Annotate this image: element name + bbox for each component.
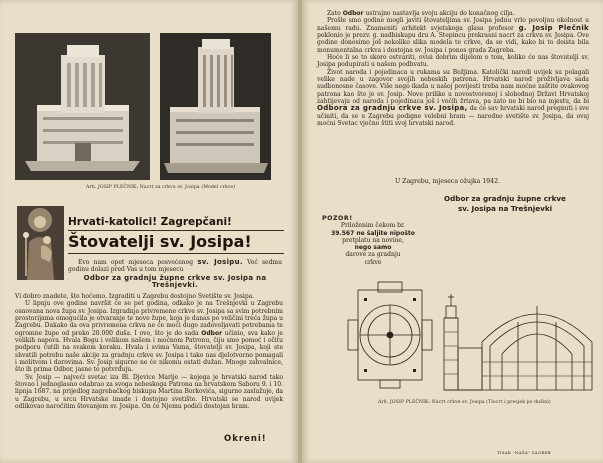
church-floor-plan: [340, 280, 440, 390]
turn-over-label: Okreni!: [224, 434, 267, 444]
left-body-text: [15, 293, 283, 411]
r-p1-b: Odbor: [342, 10, 364, 17]
church-elevation: [442, 292, 594, 394]
photo-caption: Arh. JOSIP PLEČNIK: Nacrt za crkvu sv. Josipa (Model crkve): [86, 185, 236, 190]
printer-imprint: TISAK "NAŠA" ZAGREB: [497, 450, 551, 455]
body-p2-tail: učinio, sva kako je velikih napora. Hvala Bogu i velikom našem i moćnom Patronu, čiju smo pomoć i očitu podporu ćutili na svakom koraku. Hvala i svima Vama, štovatelji sv. Josipa, koji ste shvatili potrebu naše akcije za gradnju crkve sv. Josipa i tako nas djelotvorno pomagali i molitvom i darovima. Sv. Josip sigurno ne će nikomu ostati dužan. Mnoge zahvalnice, što ih prima Odbor, jasno to potvrđuju.: [15, 329, 283, 374]
r-p4-b: Odbora za gradnju crkve sv. Josipa,: [317, 104, 468, 113]
intro-text-2: Već sedmu godinu dolazi pred Vas u tom mjesecu: [68, 259, 282, 274]
header-line-2: Štovatelji sv. Josipa!: [68, 232, 252, 251]
r-p1-c: ustrajno nastavlja svoju akciju do konačnog cilja.: [365, 10, 515, 17]
intro-emphasis: sv. Josipu.: [197, 258, 243, 266]
body-p2-bold: Odbor: [201, 329, 223, 337]
notice-line-4: nego samo: [354, 244, 392, 252]
plan-caption: Arh. JOSIP PLEČNIK: Nacrt crkve sv. Josipa (Tlocrt i presjek po dužini): [378, 400, 551, 405]
r-p4-c: da će sav hrvatski narod pregnuti i sve učiniti, da se u Zagrebu podigne velebni hram — narodno svetište sv. Josipa, da ovaj moćni Svetac vječno štiti svoj hrvatski narod.: [317, 105, 589, 128]
notice-line-2: 39.567 ne šaljite nipošto: [331, 229, 415, 237]
notice-title: POZOR!: [322, 215, 353, 222]
header-rule-top: [68, 230, 284, 231]
org-line-2: sv. Josipa na Trešnjevki: [457, 204, 553, 213]
signature-committee: [420, 194, 590, 214]
r-p2-c: poklonio je prezv. g. nadbiskupu dru A. Stepincu prekrasni nacrt za crkvu sv. Josipa. Ove godine donosimo još nekoliko slika modela te crkve, da se vidi, kako bi to doista bila monumentalna crkva i dostojna sv. Josipa i ponos grada Zagreba.: [317, 32, 589, 54]
r-p2-a: Prošle smo godine mogli javiti štovateljima sv. Josipa jednu vrlo povoljnu okolnost u našemu radu. Znameniti arhitekt svjetskoga glasa profesor: [317, 17, 589, 32]
church-model-photo-left: [15, 33, 150, 180]
body-p3: Sv. Josip — najveći svetac iza Bl. Djevice Marije — kojega je hrvatski narod tako štovao i jednoglasno odabrao za svoga nebeskoga Patrona na hrvatskom Saboru 9. i 10. lipnja 1687. na prijedlog zagrebačkog biskupa Martina Borkovića, sigurno zaslužuje, da u Zagrebu, u srcu Hrvatske imade i dostojno svetište. Hrvatski se narod uvijek odlikovao naročitim štovanjem sv. Josipa. On će Njemu podići dostojan hram.: [15, 373, 283, 411]
body-p2: U lipnju ove godine navršit će se pet godina, odkako je na Trešnjevki u Zagrebu osnovana nova župa sv. Josipa. Izgradnja privremene crkve sv. Josipa sa svim potrebnim prostorijama omogućila je otvaranje te nove župe, koja je danas po veličini treća župa u Zagrebu. Dakako da ova privremena crkva ne će moći dugo zadovoljavati potrebama te ogromne župe od preko 20.000 duša. I ovo, što je do sada: [15, 300, 283, 337]
intro-text: Evo nam opet mjeseca posvećenog: [78, 259, 194, 266]
page-fold: [298, 0, 302, 463]
notice-box: [322, 215, 424, 266]
place-date: U Zagrebu, mjeseca ožujka 1942.: [395, 178, 501, 185]
committee-name-text: Odbor za gradnju župne crkve sv. Josipa na Trešnjevki.: [83, 274, 267, 290]
right-body-text: [317, 10, 589, 128]
r-p3: Hoće li se to skoro ostvariti, ovisi dobrim dijelom o tom, koliko će nas štovatelji sv. Josipa podupirati u našem podhvatu.: [317, 54, 589, 69]
notice-line-3: pretplatu na novine,: [342, 236, 404, 244]
r-p1-a: Zato: [327, 10, 341, 17]
r-p4-a: Život naroda i pojedinaca u rukama su Božjima. Katolički narodi uvijek su polagali velike nade u zagovor svojih nebeskih patrona. Hrvatski narod proživljava sada sudbonosne časove. Više nego ikada u našoj povijesti treba nam moćne zaštite ovakovog patrona kao što je sv. Josip. Nove prilike u novostvorenoj i slobodnoj Državi Hrvatskoj zahtijevaju od naroda i pojedinaca još i većih žrtava, pa zato ne bi bio na mjestu, da bi: [317, 68, 589, 106]
org-line-1: Odbor za gradnju župne crkve: [444, 194, 566, 203]
notice-line-1: Priloženim čekom br.: [340, 222, 406, 230]
saint-joseph-image: [17, 206, 64, 280]
committee-name: [68, 275, 282, 290]
notice-line-5: darove za gradnju: [345, 251, 401, 259]
left-intro-text: [68, 259, 282, 274]
intro-tail: Vi dobro znadete, što hoćemo. Izgraditi u Zagrebu dostojno Svetište sv. Josipa.: [15, 293, 255, 300]
notice-line-6: crkve: [364, 258, 382, 266]
header-rule-bottom: [68, 253, 284, 254]
church-model-photo-right: [160, 33, 271, 180]
header-line-1: Hrvati-katolici! Zagrepčani!: [68, 216, 232, 228]
architect-name: g. Josip Plečnik: [518, 23, 589, 32]
